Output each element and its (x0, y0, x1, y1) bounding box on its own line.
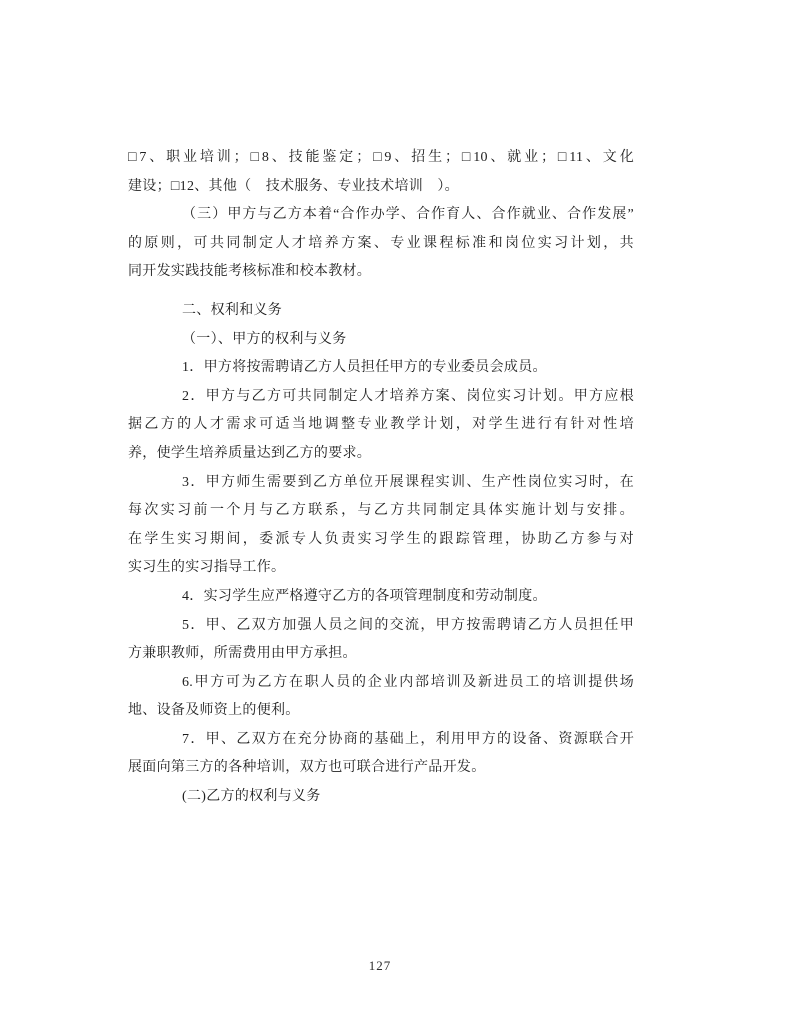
text-line: 2．甲方与乙方可共同制定人才培养方案、岗位实习计划。甲方应根 (182, 388, 634, 404)
text-line: 1．甲方将按需聘请乙方人员担任甲方的专业委员会成员。 (182, 360, 547, 376)
text-line: 7．甲、乙双方在充分协商的基础上，利用甲方的设备、资源联合开 (182, 731, 634, 747)
document-body (128, 144, 634, 812)
text-line: （一）、甲方的权利与义务 (182, 331, 347, 347)
text-line: 养，使学生培养质量达到乙方的要求。 (128, 445, 372, 461)
text-line: 每次实习前一个月与乙方联系，与乙方共同制定具体实施计划与安排。 (128, 503, 634, 519)
text-line: 6.甲方可为乙方在职人员的企业内部培训及新进员工的培训提供场 (182, 674, 634, 690)
text-line: 二、权利和义务 (182, 302, 283, 318)
text-line: 3．甲方师生需要到乙方单位开展课程实训、生产性岗位实习时，在 (182, 474, 634, 490)
text-line: 在学生实习期间，委派专人负责实习学生的跟踪管理，协助乙方参与对 (128, 531, 634, 547)
text-line: （三）甲方与乙方本着“合作办学、合作育人、合作就业、合作发展” (182, 207, 634, 223)
text-line: 方兼职教师，所需费用由甲方承担。 (128, 646, 357, 662)
page-number: 127 (368, 958, 392, 973)
text-line: 4．实习学生应严格遵守乙方的各项管理制度和劳动制度。 (182, 588, 547, 604)
text-line: □7、职业培训；□8、技能鉴定；□9、招生；□10、就业；□11、文化 (128, 150, 634, 165)
text-line: 据乙方的人才需求可适当地调整专业教学计划，对学生进行有针对性培 (128, 417, 634, 433)
text-line: 的原则，可共同制定人才培养方案、专业课程标准和岗位实习计划，共 (128, 235, 634, 251)
text-line: 5．甲、乙双方加强人员之间的交流，甲方按需聘请乙方人员担任甲 (182, 617, 634, 633)
text-line: 展面向第三方的各种培训，双方也可联合进行产品开发。 (128, 760, 486, 776)
text-line: (二)乙方的权利与义务 (182, 789, 321, 805)
text-line: 同开发实践技能考核标准和校本教材。 (128, 264, 372, 280)
text-line: 建设；□12、其他（ 技术服务、专业技术培训 ）。 (128, 178, 459, 194)
text-line: 地、设备及师资上的便利。 (128, 703, 300, 719)
text-line: 实习生的实习指导工作。 (128, 560, 286, 576)
